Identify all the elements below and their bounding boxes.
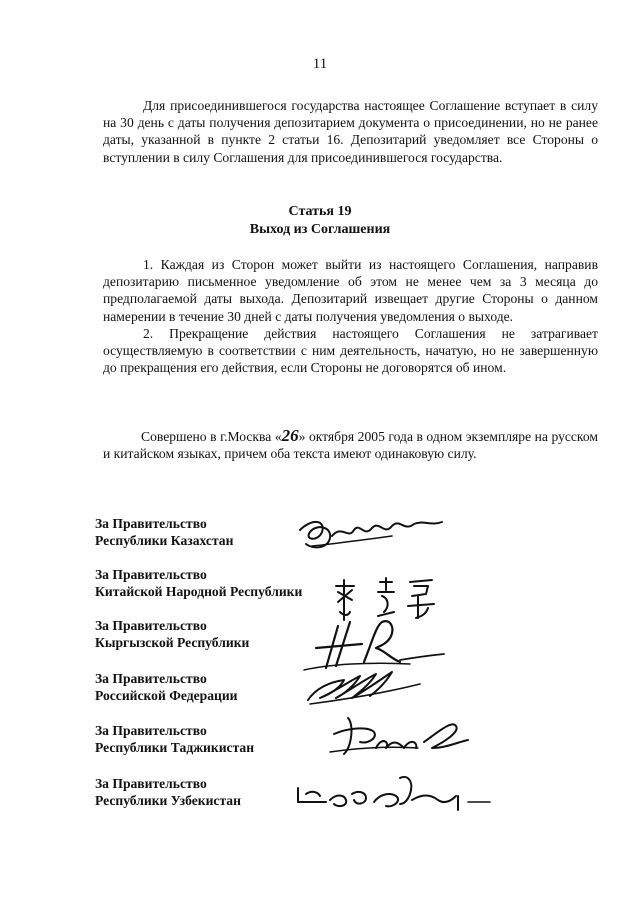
signatory-line2: Российской Федерации [95,688,238,704]
signature-uzbekistan [290,766,505,814]
clause-1: 1. Каждая из Сторон может выйти из настоящего Соглашения, направив депозитарию письменное уведомление об этом не менее чем за 3 месяца до предполагаемой даты выхода. Депозитарий извещает другие Стороны о данном намерении в течение 30 дней с даты получения уведомления о выходе. [103,257,598,324]
clause-2: 2. Прекращение действия настоящего Соглашения не затрагивает осуществляемую в соответствии с ним деятельность, начатую, но не завершенную до прекращения его действия, если Стороны не договорятся об ином. [103,325,598,376]
signatory-line1: За Правительство [95,776,207,791]
signatory-kyrgyzstan [95,617,249,651]
signatory-kazakhstan [95,515,233,549]
signatory-tajikistan [95,722,254,756]
article-clauses [103,256,598,376]
signatory-line1: За Правительство [95,618,207,633]
article-number: Статья 19 [288,204,352,219]
signatory-line1: За Правительство [95,516,207,531]
accession-text: Для присоединившегося государства настоящее Соглашение вступает в силу на 30 день с даты получения депозитарием документа о присоединении, но не ранее даты, указанной в пункте 2 статьи 16. Депозитарий уведомляет все Стороны о вступлении в силу Соглашения для присоединившегося государства. [103,98,598,165]
signature-tajikistan [328,712,478,762]
signatory-line1: За Правительство [95,723,207,738]
done-at-middle: » октября 200 [298,429,379,444]
handwritten-day: 26 [281,426,299,445]
signature-russia [300,660,430,708]
done-at-suffix: года в одном экземпляре на русском и китайском языках, причем оба текста имеют одинаковую силу. [103,429,598,462]
page-number: 11 [312,56,328,72]
accession-paragraph [103,97,598,166]
signatory-line1: За Правительство [95,567,207,582]
article-title: Выход из Соглашения [249,222,391,237]
signatory-line2: Республики Таджикистан [95,740,255,756]
signatory-line2: Китайской Народной Республики [95,584,303,600]
signatory-line1: За Правительство [95,671,207,686]
signatory-uzbekistan [95,775,241,809]
signatory-china [95,566,302,600]
done-at-paragraph [103,427,598,462]
signatory-line2: Республики Узбекистан [95,793,241,809]
done-at-prefix: Совершено в г.Москва « [141,429,282,444]
handwritten-year-digit: 5 [378,429,385,444]
signatory-russia [95,670,238,704]
done-at-text [103,427,598,462]
signatory-line2: Республики Казахстан [95,533,234,549]
signatory-line2: Кыргызской Республики [95,635,250,651]
signature-kazakhstan [292,510,452,560]
